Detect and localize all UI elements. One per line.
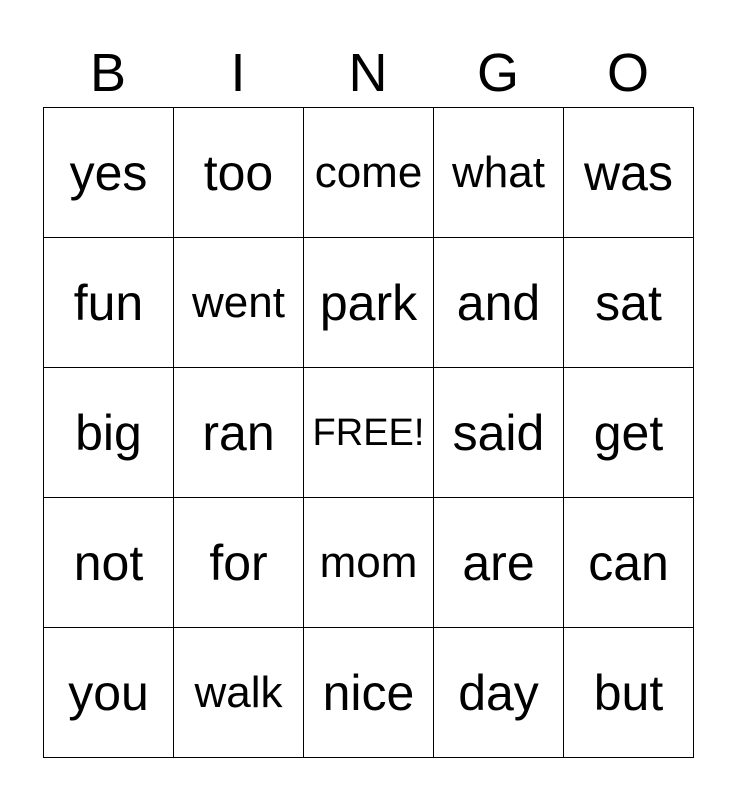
cell-word: ran <box>202 404 275 461</box>
bingo-grid <box>43 107 694 758</box>
bingo-cell-r5-c3[interactable] <box>304 628 434 758</box>
cell-word: what <box>452 147 545 197</box>
cell-word: fun <box>73 274 144 331</box>
cell-word: yes <box>69 144 148 201</box>
cell-word: big <box>75 404 142 461</box>
bingo-cell-r5-c4[interactable] <box>434 628 564 758</box>
cell-word: too <box>203 144 274 201</box>
bingo-cell-r4-c3[interactable] <box>304 498 434 628</box>
cell-word: and <box>456 274 541 331</box>
bingo-cell-r5-c5[interactable] <box>564 628 694 758</box>
header-letter-b: B <box>89 43 127 103</box>
cell-word: but <box>593 664 664 721</box>
cell-word: said <box>452 404 545 461</box>
cell-word: come <box>314 147 423 197</box>
cell-word: nice <box>322 664 415 721</box>
cell-word: for <box>209 534 268 591</box>
bingo-cell-r1-c5[interactable] <box>564 108 694 238</box>
bingo-free-space[interactable] <box>304 368 434 498</box>
bingo-cell-r4-c4[interactable] <box>434 498 564 628</box>
header-letter-i: I <box>230 43 246 103</box>
cell-word: sat <box>595 274 662 331</box>
bingo-cell-r3-c1[interactable] <box>44 368 174 498</box>
bingo-cell-r5-c2[interactable] <box>174 628 304 758</box>
cell-word: was <box>584 144 673 201</box>
bingo-cell-r3-c2[interactable] <box>174 368 304 498</box>
cell-word: not <box>73 534 144 591</box>
bingo-cell-r1-c2[interactable] <box>174 108 304 238</box>
cell-word: can <box>588 534 669 591</box>
header-letter-o: O <box>606 43 649 103</box>
header-letter-n: N <box>348 43 388 103</box>
cell-word: went <box>192 277 285 327</box>
header-letter-g: G <box>476 43 519 103</box>
cell-word: get <box>593 404 664 461</box>
bingo-cell-r2-c3[interactable] <box>304 238 434 368</box>
bingo-cell-r1-c4[interactable] <box>434 108 564 238</box>
bingo-cell-r4-c5[interactable] <box>564 498 694 628</box>
cell-word: day <box>458 664 539 721</box>
bingo-cell-r2-c4[interactable] <box>434 238 564 368</box>
cell-word: mom <box>319 537 418 587</box>
bingo-cell-r1-c1[interactable] <box>44 108 174 238</box>
bingo-cell-r1-c3[interactable] <box>304 108 434 238</box>
bingo-cell-r3-c5[interactable] <box>564 368 694 498</box>
cell-word: are <box>462 534 535 591</box>
cell-word: walk <box>194 667 283 717</box>
free-space-label: FREE! <box>312 411 425 454</box>
bingo-cell-r5-c1[interactable] <box>44 628 174 758</box>
bingo-cell-r2-c5[interactable] <box>564 238 694 368</box>
bingo-cell-r4-c1[interactable] <box>44 498 174 628</box>
cell-word: you <box>68 664 149 721</box>
bingo-cell-r3-c4[interactable] <box>434 368 564 498</box>
bingo-cell-r4-c2[interactable] <box>174 498 304 628</box>
bingo-cell-r2-c1[interactable] <box>44 238 174 368</box>
bingo-cell-r2-c2[interactable] <box>174 238 304 368</box>
cell-word: park <box>319 274 418 331</box>
bingo-header <box>43 40 693 106</box>
